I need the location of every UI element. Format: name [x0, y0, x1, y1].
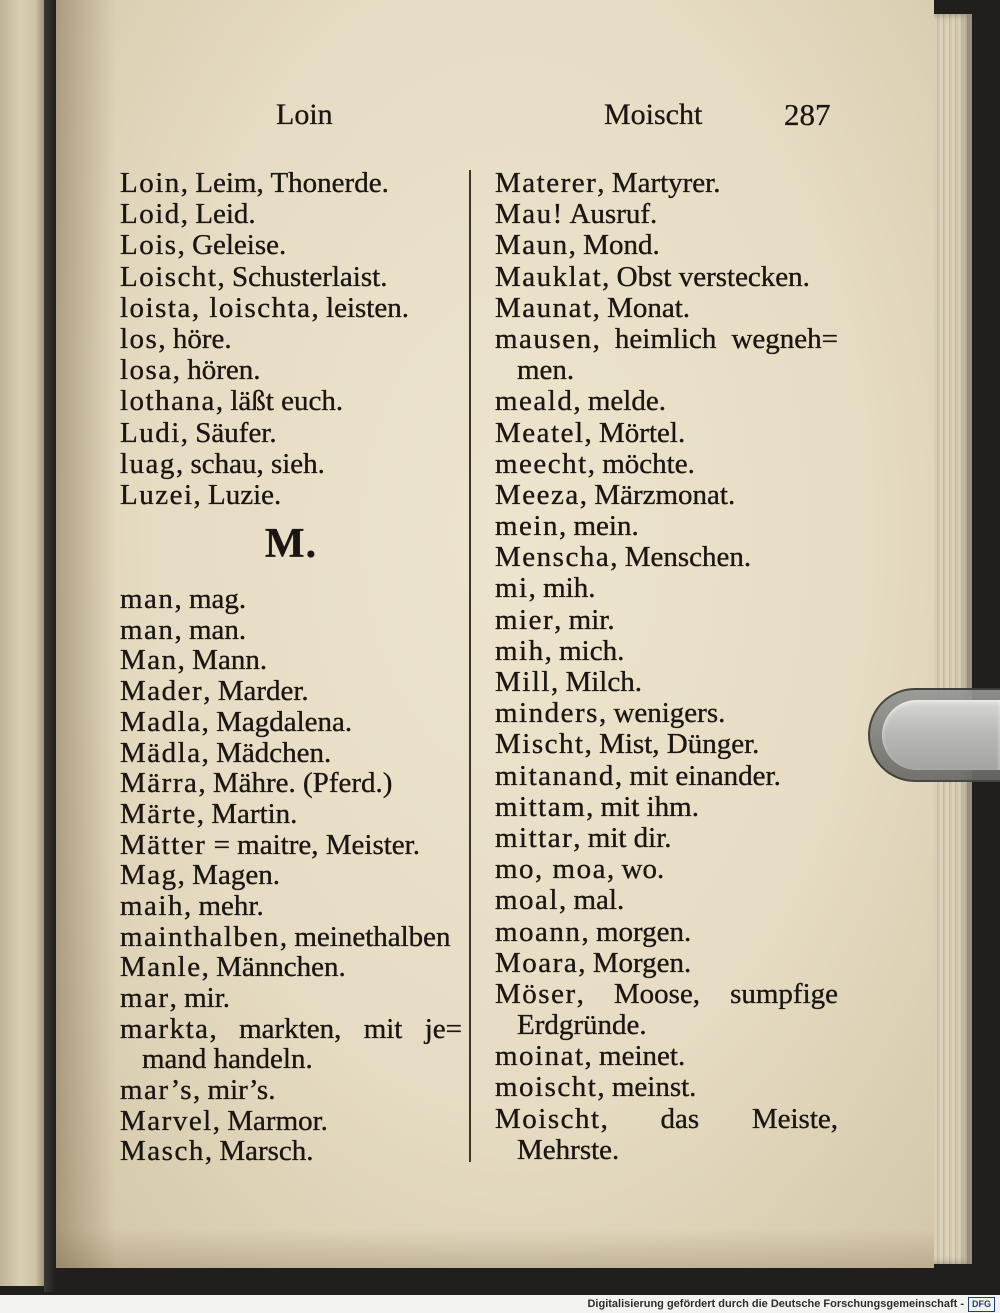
headword: Loin	[120, 167, 181, 199]
definition: , Obst verstecken.	[602, 260, 810, 293]
headword: Mädla	[120, 736, 202, 769]
dictionary-entry	[120, 1106, 462, 1137]
headword: Maun	[495, 229, 569, 262]
definition: , Mörtel.	[584, 416, 686, 449]
dictionary-entry	[495, 1104, 838, 1135]
dictionary-entry	[120, 676, 462, 707]
definition: , markten, mit je=	[209, 1012, 462, 1045]
definition: , Monat.	[592, 291, 691, 324]
dictionary-entry	[120, 891, 462, 922]
definition: , man.	[174, 613, 247, 646]
dictionary-entry	[495, 480, 838, 511]
definition: , morgen.	[581, 915, 692, 948]
headword: man	[120, 613, 175, 646]
headword: Märte	[120, 797, 197, 830]
dictionary-entry	[495, 698, 838, 729]
headword: Mau!	[495, 198, 564, 231]
running-head-right: Moischt	[604, 98, 703, 131]
dictionary-entry	[495, 761, 838, 792]
left-column	[120, 168, 462, 1167]
right-entries	[495, 168, 838, 1166]
definition: , Milch.	[550, 666, 642, 698]
dictionary-entry	[120, 262, 462, 293]
dictionary-entry	[495, 1072, 838, 1103]
headword: Meeza	[495, 478, 580, 511]
dictionary-entry	[120, 860, 462, 891]
definition: , schau, sieh.	[175, 447, 325, 480]
dictionary-entry	[120, 830, 462, 861]
dictionary-entry	[120, 707, 462, 738]
definition: , Leid.	[180, 198, 256, 231]
dictionary-entry	[495, 854, 838, 885]
dictionary-entry	[120, 799, 462, 830]
headword: Maunat	[495, 291, 593, 324]
definition: , meinst.	[597, 1071, 697, 1104]
headword: markta	[120, 1012, 210, 1045]
definition: , Marder.	[203, 675, 309, 708]
definition: , mal.	[559, 884, 625, 917]
definition: , meinet.	[584, 1040, 686, 1073]
entries-before-section	[120, 168, 462, 511]
definition: , Schusterlaist.	[217, 260, 388, 293]
dictionary-entry	[120, 584, 462, 615]
definition: , mag.	[174, 583, 247, 616]
definition: , mir’s.	[193, 1074, 276, 1107]
headword: Ludi	[120, 416, 181, 449]
headword: mier	[495, 603, 555, 636]
headword: mo, moa	[495, 853, 607, 886]
headword: luag	[120, 447, 176, 480]
dictionary-entry	[495, 792, 838, 823]
headword: Luzei	[120, 478, 194, 511]
definition: , das Meiste,	[600, 1102, 838, 1135]
entry-continuation: mand handeln.	[142, 1043, 313, 1076]
headword: Mader	[120, 675, 204, 708]
dictionary-entry	[120, 922, 462, 953]
dictionary-entry	[120, 738, 462, 769]
definition: , Luzie.	[193, 478, 282, 511]
entries-after-section	[120, 584, 462, 1167]
headword: Masch	[120, 1135, 205, 1168]
dictionary-entry	[495, 729, 838, 760]
headword: Moischt	[495, 1102, 601, 1135]
definition: , Mond.	[568, 229, 660, 262]
headword: Loischt	[120, 260, 218, 293]
headword: Mag	[120, 859, 178, 892]
dictionary-entry	[120, 324, 462, 355]
page-clip-highlight	[882, 700, 1000, 770]
dictionary-entry	[495, 168, 838, 199]
definition: , mir.	[169, 982, 231, 1014]
dictionary-entry	[120, 230, 462, 261]
definition: , Männchen.	[201, 951, 346, 984]
headword: man	[120, 583, 175, 616]
definition: , Magdalena.	[201, 705, 353, 738]
dictionary-entry	[495, 917, 838, 948]
dictionary-entry	[495, 293, 838, 324]
headword: moann	[495, 915, 582, 948]
dictionary-entry	[120, 615, 462, 646]
dictionary-entry	[120, 952, 462, 983]
definition: , mich.	[544, 634, 625, 667]
definition: , mir.	[554, 603, 615, 636]
definition: , Martyrer.	[597, 167, 721, 199]
entry-continuation: Erdgründe.	[517, 1009, 647, 1042]
headword: mitanand	[495, 759, 615, 792]
previous-page-edge	[0, 0, 44, 1286]
definition: , Moose, sumpfige	[576, 977, 838, 1010]
entry-continuation: men.	[517, 354, 575, 387]
definition: , Marsch.	[204, 1135, 314, 1168]
dictionary-entry	[120, 1136, 462, 1167]
dictionary-entry	[120, 199, 462, 230]
page-stack-edge	[934, 14, 972, 1264]
dictionary-entry	[495, 885, 838, 916]
digitization-footer	[0, 1295, 1000, 1313]
dictionary-entry	[120, 1014, 462, 1045]
definition: , mih.	[528, 572, 596, 605]
definition: , Mist, Dünger.	[584, 728, 760, 761]
definition: , leisten.	[311, 291, 409, 324]
headword: Mätter	[120, 828, 207, 861]
headword: Moara	[495, 946, 579, 979]
dictionary-entry	[495, 542, 838, 573]
dictionary-entry	[495, 511, 838, 542]
dictionary-entry	[495, 636, 838, 667]
headword: Materer	[495, 167, 598, 199]
definition: , Magen.	[177, 859, 280, 892]
definition: Ausruf.	[563, 198, 658, 231]
dictionary-entry	[495, 1041, 838, 1072]
headword: mein	[495, 510, 559, 543]
headword: meecht	[495, 447, 588, 480]
definition: , heimlich wegneh=	[592, 322, 838, 355]
headword: mainthalben	[120, 920, 280, 953]
headword: mih	[495, 634, 545, 667]
definition: = maitre, Meister.	[206, 828, 420, 861]
page-clip	[868, 688, 1000, 782]
definition: , möchte.	[587, 447, 695, 480]
dictionary-entry	[495, 948, 838, 979]
dictionary-entry	[120, 386, 462, 417]
definition: , mit ihm.	[586, 790, 699, 823]
dictionary-entry	[120, 293, 462, 324]
headword: moal	[495, 884, 559, 917]
book-gutter	[44, 0, 56, 1292]
headword: Man	[120, 644, 178, 677]
headword: lothana	[120, 385, 216, 418]
dictionary-entry	[120, 645, 462, 676]
headword: minders	[495, 697, 599, 730]
dictionary-entry	[495, 324, 838, 355]
headword: mar	[120, 982, 170, 1014]
headword: Loid	[120, 198, 181, 231]
dictionary-entry	[495, 823, 838, 854]
definition: , Martin.	[196, 797, 298, 830]
definition: , hören.	[172, 354, 261, 387]
headword: loista, loischta	[120, 291, 312, 324]
headword: Manle	[120, 951, 202, 984]
definition: , Mädchen.	[201, 736, 332, 769]
definition: , wenigers.	[598, 697, 726, 730]
definition: , wo.	[607, 853, 665, 886]
headword: mausen	[495, 322, 593, 355]
headword: Mauklat	[495, 260, 603, 293]
dictionary-entry	[495, 667, 838, 698]
definition: , Morgen.	[578, 946, 692, 979]
headword: Möser	[495, 977, 577, 1010]
definition: , mit einander.	[614, 759, 781, 792]
dictionary-entry	[495, 573, 838, 604]
running-head-left: Loin	[276, 98, 333, 131]
dictionary-entry	[120, 1075, 462, 1106]
page-number: 287	[784, 97, 831, 132]
dictionary-entry	[495, 605, 838, 636]
footer-credit: Digitalisierung gefördert durch die Deutsche Forschungsgemeinschaft -	[587, 1298, 964, 1310]
definition: , Mann.	[177, 644, 268, 677]
dictionary-entry	[120, 355, 462, 386]
definition: , Menschen.	[610, 541, 752, 574]
dfg-logo: DFG	[968, 1297, 995, 1312]
dictionary-entry	[120, 418, 462, 449]
headword: Mill	[495, 666, 551, 698]
definition: , Säufer.	[180, 416, 277, 449]
dictionary-entry	[495, 449, 838, 480]
definition: , höre.	[158, 322, 232, 355]
dictionary-entry	[120, 449, 462, 480]
headword: maih	[120, 889, 184, 922]
headword: Menscha	[495, 541, 611, 574]
headword: los	[120, 322, 159, 355]
definition: , mit dir.	[573, 821, 672, 854]
headword: Madla	[120, 705, 202, 738]
definition: , Märzmonat.	[579, 478, 736, 511]
entry-continuation: Mehrste.	[517, 1133, 620, 1166]
headword: Mischt	[495, 728, 585, 761]
definition: , melde.	[573, 385, 666, 418]
headword: Marvel	[120, 1104, 213, 1137]
headword: Märra	[120, 767, 199, 800]
dictionary-entry	[495, 386, 838, 417]
dictionary-entry	[120, 983, 462, 1014]
dictionary-entry	[120, 168, 462, 199]
headword: Lois	[120, 229, 178, 262]
dictionary-entry	[120, 480, 462, 511]
definition: , läßt euch.	[215, 385, 344, 418]
headword: meald	[495, 385, 574, 418]
dictionary-entry	[495, 418, 838, 449]
headword: mittam	[495, 790, 587, 823]
headword: mittar	[495, 821, 574, 854]
definition: , mein.	[559, 510, 639, 543]
dictionary-entry	[495, 230, 838, 261]
headword: losa	[120, 354, 173, 387]
headword: mar’s	[120, 1074, 194, 1107]
dictionary-entry	[495, 199, 838, 230]
column-divider	[469, 170, 471, 1162]
definition: , Marmor.	[212, 1104, 328, 1137]
definition: , Mähre. (Pferd.)	[198, 767, 393, 800]
dictionary-entry	[495, 979, 838, 1010]
headword: Meatel	[495, 416, 585, 449]
headword: moischt	[495, 1071, 598, 1104]
definition: , meinethalben	[279, 920, 451, 953]
definition: , mehr.	[184, 889, 264, 922]
definition: , Geleise.	[177, 229, 287, 262]
section-heading: M.	[264, 521, 318, 568]
definition: , Leim, Thonerde.	[180, 167, 389, 199]
right-column	[495, 168, 838, 1166]
headword: mi	[495, 572, 529, 605]
headword: moinat	[495, 1040, 585, 1073]
dictionary-entry	[120, 768, 462, 799]
dictionary-entry	[495, 262, 838, 293]
